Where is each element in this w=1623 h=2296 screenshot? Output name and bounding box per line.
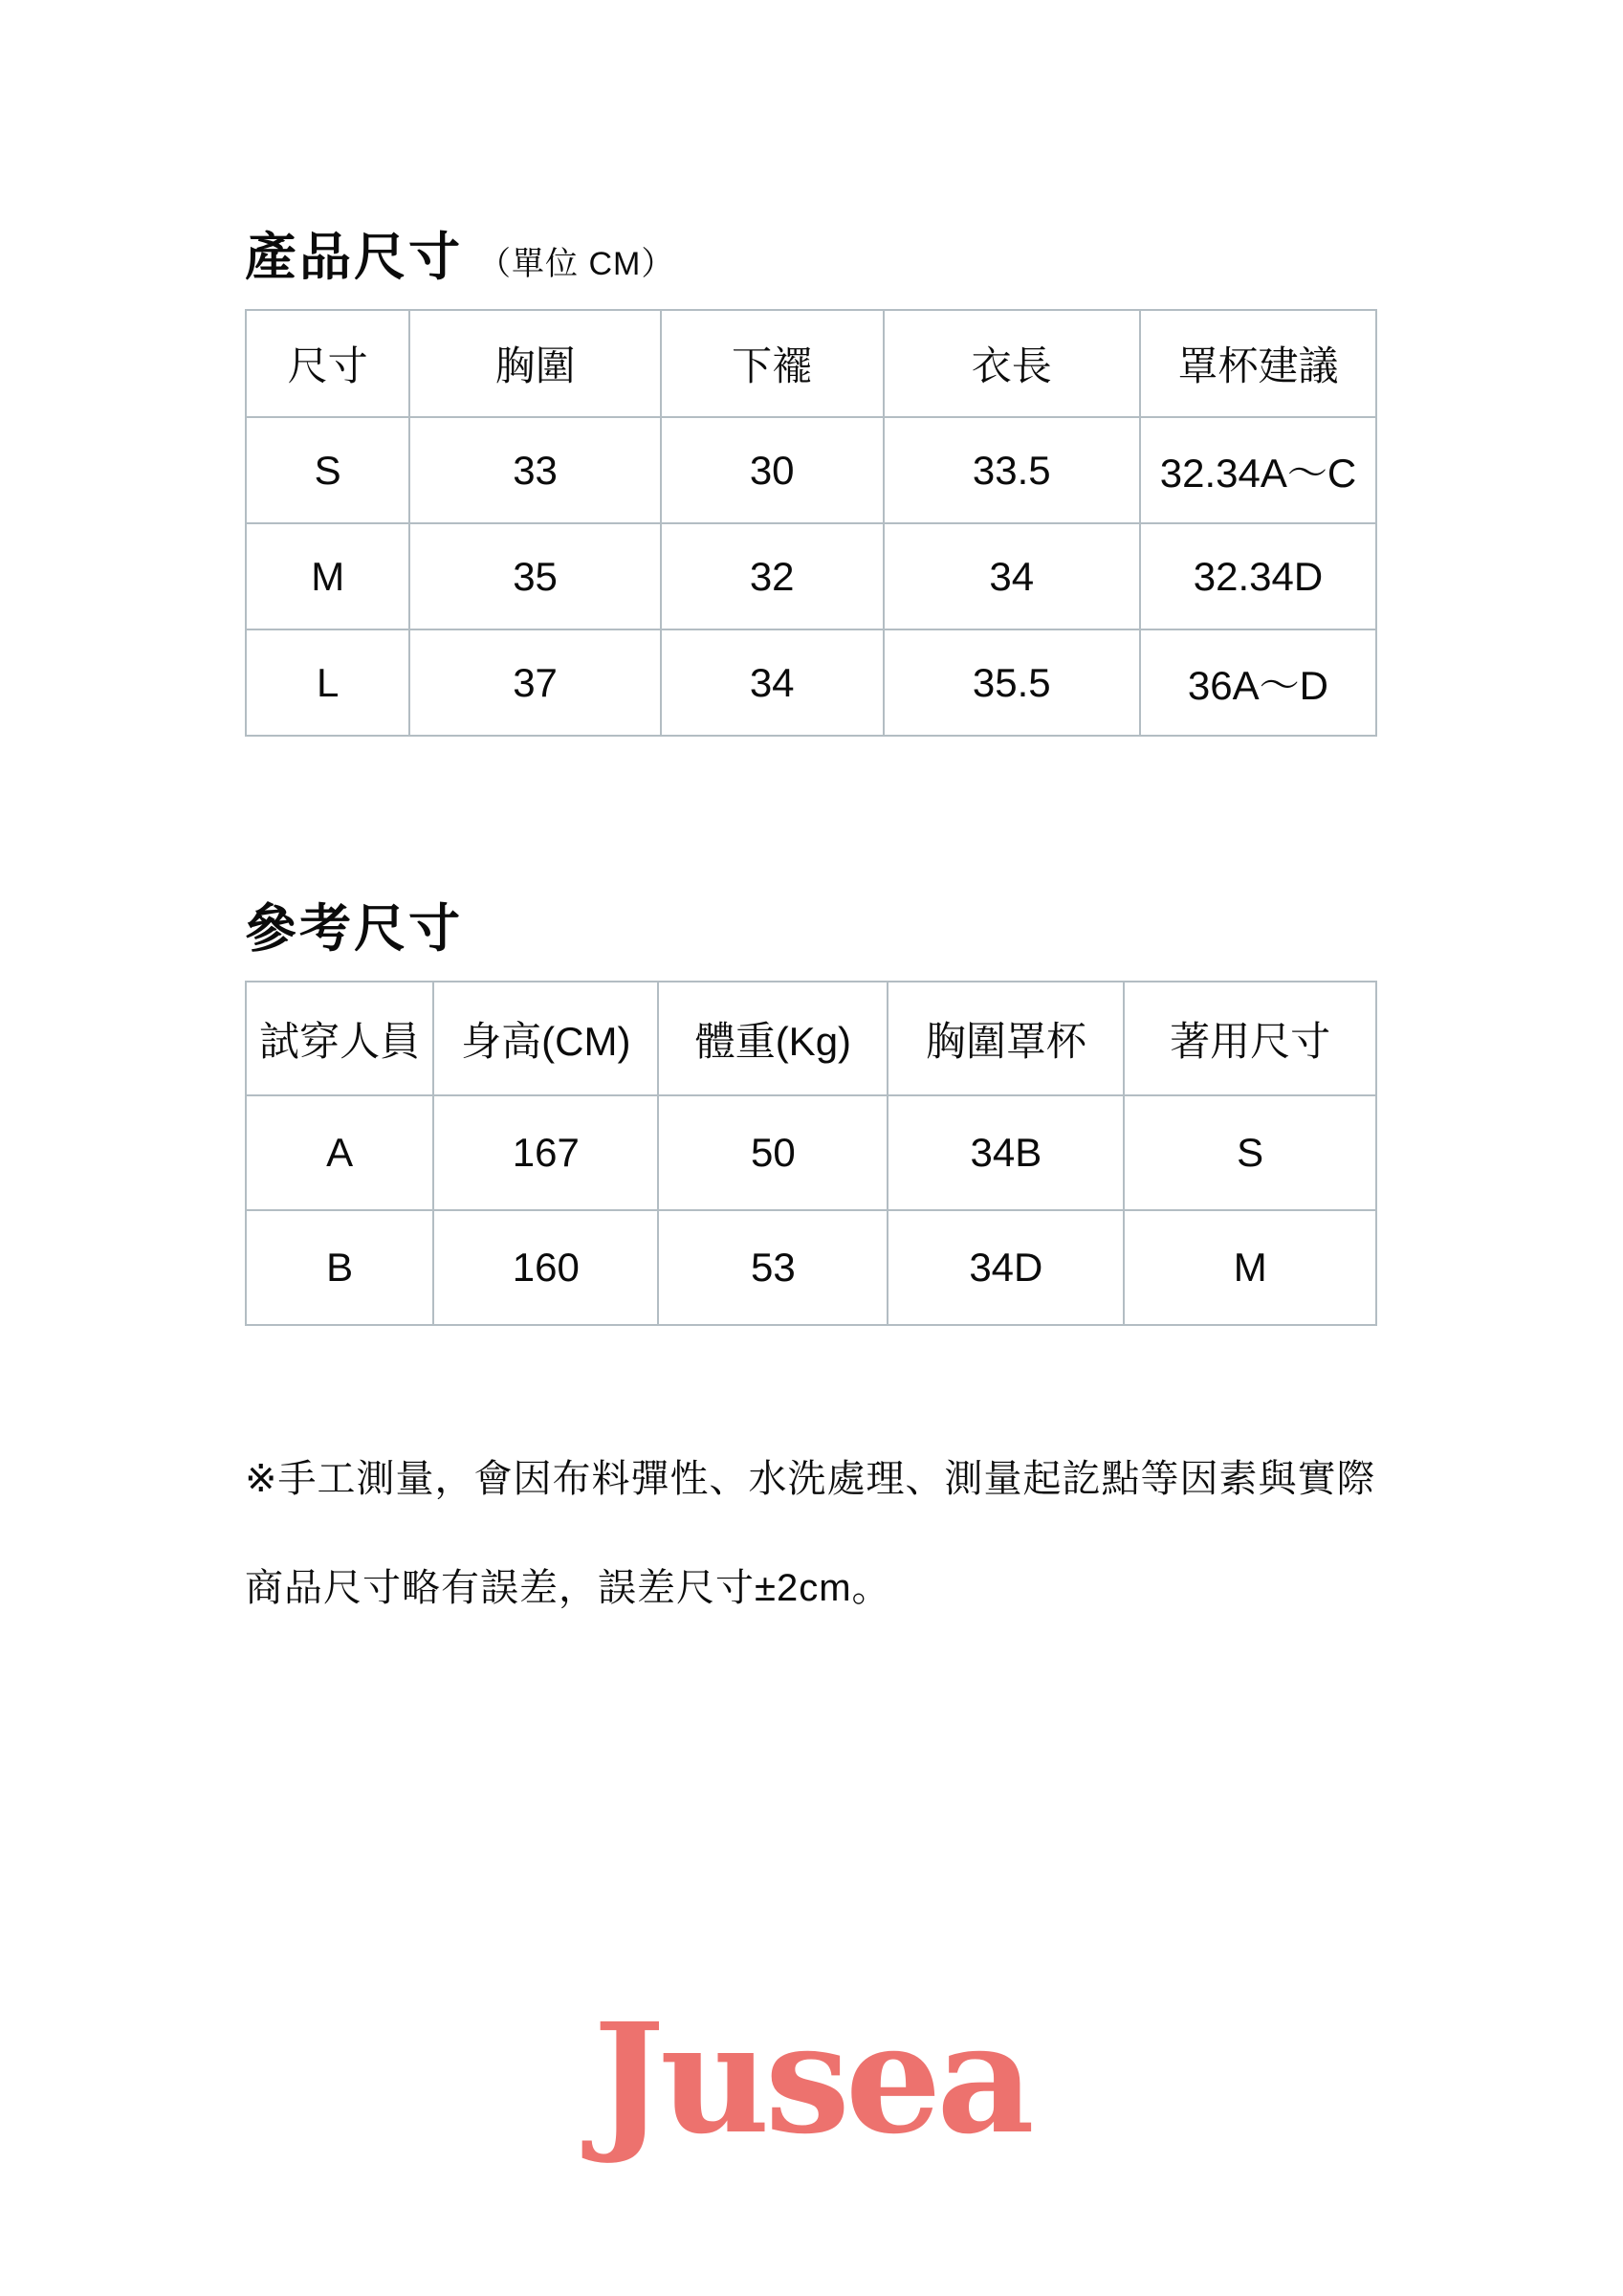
table-cell: M (1124, 1210, 1376, 1325)
table-cell: M (246, 523, 409, 629)
table-cell: 34B (888, 1095, 1124, 1210)
table-cell: 36A～D (1140, 629, 1376, 736)
column-header: 著用尺寸 (1124, 982, 1376, 1095)
table-cell: S (246, 417, 409, 523)
table-row (246, 1095, 1376, 1210)
table-cell: 34 (661, 629, 884, 736)
column-header: 罩杯建議 (1140, 310, 1376, 417)
table-header-row (246, 982, 1376, 1095)
table-cell: L (246, 629, 409, 736)
section-title-text: 產品尺寸 (245, 229, 463, 286)
table-row (246, 1210, 1376, 1325)
column-header: 身高(CM) (433, 982, 658, 1095)
table-row (246, 523, 1376, 629)
table-cell: 30 (661, 417, 884, 523)
table-cell: 32.34D (1140, 523, 1376, 629)
table-cell: 160 (433, 1210, 658, 1325)
column-header: 下襬 (661, 310, 884, 417)
column-header: 胸圍 (409, 310, 660, 417)
brand-logo: Jusea (593, 1991, 1030, 2168)
table-cell: S (1124, 1095, 1376, 1210)
unit-note: （單位 CM） (478, 246, 675, 282)
disclaimer-line-2: 商品尺寸略有誤差，誤差尺寸±2cm。 (245, 1567, 891, 1609)
table-cell: 33 (409, 417, 660, 523)
table-cell: 50 (658, 1095, 888, 1210)
table-row (246, 629, 1376, 736)
table-cell: 35 (409, 523, 660, 629)
column-header: 體重(Kg) (658, 982, 888, 1095)
table-cell: 32.34A～C (1140, 417, 1376, 523)
table-row (246, 417, 1376, 523)
table-header-row (246, 310, 1376, 417)
table-cell: 34 (884, 523, 1140, 629)
table-cell: 33.5 (884, 417, 1140, 523)
table-cell: 167 (433, 1095, 658, 1210)
reference-size-section-title (245, 900, 463, 958)
column-header: 尺寸 (246, 310, 409, 417)
reference-size-table (245, 981, 1377, 1326)
column-header: 胸圍罩杯 (888, 982, 1124, 1095)
table-cell: 32 (661, 523, 884, 629)
table-cell: 35.5 (884, 629, 1140, 736)
table-cell: 53 (658, 1210, 888, 1325)
column-header: 衣長 (884, 310, 1140, 417)
table-cell: A (246, 1095, 433, 1210)
product-size-section-title (245, 229, 675, 286)
table-cell: 37 (409, 629, 660, 736)
disclaimer-line-1: ※手工測量，會因布料彈性、水洗處理、測量起訖點等因素與實際 (245, 1458, 1376, 1500)
product-size-table (245, 309, 1377, 737)
table-cell: 34D (888, 1210, 1124, 1325)
table-cell: B (246, 1210, 433, 1325)
section-title-text: 參考尺寸 (245, 900, 463, 958)
column-header: 試穿人員 (246, 982, 433, 1095)
